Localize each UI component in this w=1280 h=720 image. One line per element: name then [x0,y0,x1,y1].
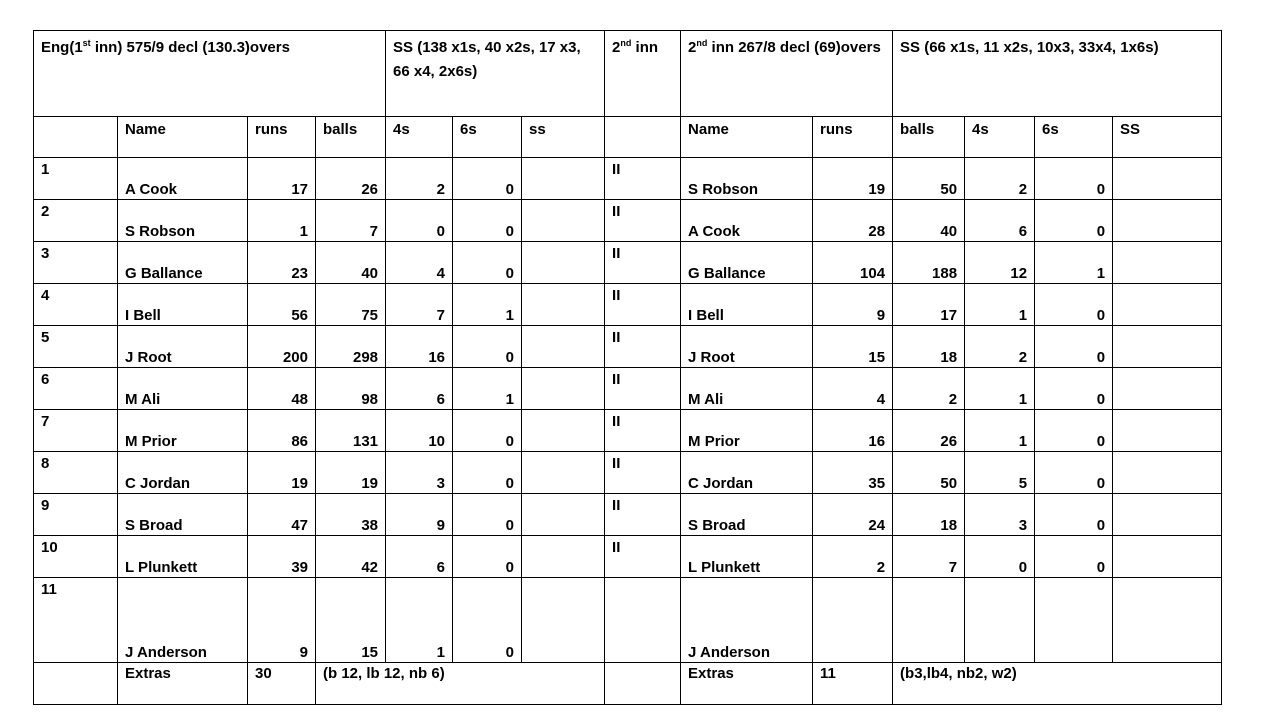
column-header-name-2nd: Name [681,117,813,158]
sixes-cell-2nd: 0 [1035,494,1113,536]
extras-value-2nd: 11 [813,663,893,705]
ss-cell [522,536,605,578]
batter-name-2nd: S Broad [681,494,813,536]
runs-cell-2nd [813,578,893,663]
batter-name: S Robson [118,200,248,242]
fours-cell-2nd: 2 [965,326,1035,368]
batter-name-2nd: J Anderson [681,578,813,663]
column-header-ss-2nd: SS [1113,117,1222,158]
second-innings-marker: II [605,200,681,242]
sixes-cell: 0 [453,410,522,452]
ss-cell [522,368,605,410]
balls-cell: 131 [316,410,386,452]
sixes-cell-2nd: 0 [1035,410,1113,452]
column-header-runs-2nd: runs [813,117,893,158]
runs-cell-2nd: 28 [813,200,893,242]
balls-cell: 42 [316,536,386,578]
fours-cell: 4 [386,242,453,284]
balls-cell: 7 [316,200,386,242]
ss-cell [522,242,605,284]
column-header-balls-2nd: balls [893,117,965,158]
column-header-runs: runs [248,117,316,158]
ss-cell [522,494,605,536]
sixes-cell: 0 [453,536,522,578]
sixes-cell-2nd: 0 [1035,368,1113,410]
table-row [34,410,1222,452]
runs-cell: 23 [248,242,316,284]
sixes-cell: 1 [453,284,522,326]
ss-cell [522,410,605,452]
batter-name: S Broad [118,494,248,536]
table-row [34,536,1222,578]
batter-name-2nd: G Ballance [681,242,813,284]
ss-cell-2nd [1113,536,1222,578]
sixes-cell: 0 [453,158,522,200]
batting-position: 1 [34,158,118,200]
runs-cell: 47 [248,494,316,536]
runs-cell-2nd: 4 [813,368,893,410]
sixes-cell: 0 [453,452,522,494]
first-innings-scoring-shots: SS (138 x1s, 40 x2s, 17 x3, 66 x4, 2x6s) [386,31,605,117]
column-header-name: Name [118,117,248,158]
fours-cell-2nd: 0 [965,536,1035,578]
second-innings-summary: 2nd inn 267/8 decl (69)overs [681,31,893,117]
balls-cell-2nd: 40 [893,200,965,242]
runs-cell-2nd: 35 [813,452,893,494]
second-innings-label: 2nd inn [605,31,681,117]
batter-name-2nd: A Cook [681,200,813,242]
runs-cell-2nd: 16 [813,410,893,452]
fours-cell-2nd: 1 [965,284,1035,326]
fours-cell: 0 [386,200,453,242]
ss-cell [522,578,605,663]
fours-cell-2nd: 1 [965,410,1035,452]
fours-cell: 10 [386,410,453,452]
second-innings-marker: II [605,242,681,284]
fours-cell: 1 [386,578,453,663]
ss-cell-2nd [1113,410,1222,452]
batter-name-2nd: S Robson [681,158,813,200]
balls-cell: 15 [316,578,386,663]
batter-name-2nd: I Bell [681,284,813,326]
ss-cell-2nd [1113,326,1222,368]
column-header-fours: 4s [386,117,453,158]
blank-header-cell [605,117,681,158]
fours-cell-2nd [965,578,1035,663]
extras-detail: (b 12, lb 12, nb 6) [316,663,605,705]
scorecard-table [33,30,1222,705]
sixes-cell-2nd: 0 [1035,536,1113,578]
runs-cell: 9 [248,578,316,663]
first-innings-summary: Eng(1st inn) 575/9 decl (130.3)overs [34,31,386,117]
balls-cell: 26 [316,158,386,200]
second-innings-marker: II [605,158,681,200]
fours-cell: 16 [386,326,453,368]
ss-cell [522,452,605,494]
sixes-cell: 1 [453,368,522,410]
batter-name: M Ali [118,368,248,410]
batting-position: 10 [34,536,118,578]
runs-cell-2nd: 15 [813,326,893,368]
runs-cell: 86 [248,410,316,452]
balls-cell-2nd: 50 [893,452,965,494]
sixes-cell-2nd: 0 [1035,452,1113,494]
second-innings-marker: II [605,284,681,326]
fours-cell: 9 [386,494,453,536]
batter-name-2nd: L Plunkett [681,536,813,578]
blank-cell [34,663,118,705]
column-header-fours-2nd: 4s [965,117,1035,158]
batter-name: J Anderson [118,578,248,663]
fours-cell-2nd: 6 [965,200,1035,242]
blank-cell [605,663,681,705]
second-innings-marker: II [605,368,681,410]
batter-name: C Jordan [118,452,248,494]
batter-name-2nd: J Root [681,326,813,368]
balls-cell-2nd: 7 [893,536,965,578]
fours-cell-2nd: 1 [965,368,1035,410]
balls-cell-2nd: 18 [893,494,965,536]
balls-cell-2nd: 50 [893,158,965,200]
sixes-cell-2nd: 0 [1035,284,1113,326]
balls-cell: 98 [316,368,386,410]
second-innings-marker: II [605,452,681,494]
balls-cell-2nd: 17 [893,284,965,326]
second-innings-marker: II [605,326,681,368]
table-row [34,494,1222,536]
fours-cell: 2 [386,158,453,200]
balls-cell-2nd: 188 [893,242,965,284]
batting-position: 11 [34,578,118,663]
table-row [34,200,1222,242]
ss-cell-2nd [1113,242,1222,284]
sixes-cell-2nd: 0 [1035,326,1113,368]
runs-cell: 17 [248,158,316,200]
blank-header-cell [34,117,118,158]
batting-position: 2 [34,200,118,242]
sixes-cell-2nd: 1 [1035,242,1113,284]
balls-cell-2nd [893,578,965,663]
sixes-cell: 0 [453,326,522,368]
second-innings-scoring-shots: SS (66 x1s, 11 x2s, 10x3, 33x4, 1x6s) [893,31,1222,117]
column-header-sixes-2nd: 6s [1035,117,1113,158]
batting-position: 5 [34,326,118,368]
sixes-cell-2nd [1035,578,1113,663]
ss-cell-2nd [1113,284,1222,326]
runs-cell-2nd: 9 [813,284,893,326]
fours-cell-2nd: 5 [965,452,1035,494]
runs-cell-2nd: 19 [813,158,893,200]
balls-cell-2nd: 2 [893,368,965,410]
sixes-cell: 0 [453,242,522,284]
balls-cell: 298 [316,326,386,368]
balls-cell: 19 [316,452,386,494]
batting-position: 3 [34,242,118,284]
runs-cell: 39 [248,536,316,578]
batter-name: I Bell [118,284,248,326]
ss-cell-2nd [1113,368,1222,410]
ss-cell-2nd [1113,578,1222,663]
fours-cell-2nd: 12 [965,242,1035,284]
fours-cell-2nd: 2 [965,158,1035,200]
runs-cell: 19 [248,452,316,494]
batter-name-2nd: M Ali [681,368,813,410]
ss-cell-2nd [1113,494,1222,536]
batter-name: G Ballance [118,242,248,284]
column-header-sixes: 6s [453,117,522,158]
column-header-ss: ss [522,117,605,158]
sixes-cell: 0 [453,200,522,242]
table-row [34,368,1222,410]
batter-name: L Plunkett [118,536,248,578]
table-row [34,578,1222,663]
balls-cell-2nd: 18 [893,326,965,368]
sixes-cell-2nd: 0 [1035,200,1113,242]
balls-cell: 75 [316,284,386,326]
ss-cell-2nd [1113,158,1222,200]
table-row [34,242,1222,284]
batting-position: 6 [34,368,118,410]
second-innings-marker: II [605,410,681,452]
second-innings-marker [605,578,681,663]
runs-cell: 56 [248,284,316,326]
batter-name: J Root [118,326,248,368]
batter-name: M Prior [118,410,248,452]
runs-cell-2nd: 24 [813,494,893,536]
ss-cell [522,158,605,200]
ss-cell [522,200,605,242]
ss-cell [522,326,605,368]
fours-cell: 6 [386,536,453,578]
second-innings-marker: II [605,494,681,536]
balls-cell: 38 [316,494,386,536]
extras-row [34,663,1222,705]
fours-cell: 6 [386,368,453,410]
batter-name: A Cook [118,158,248,200]
extras-label-2nd: Extras [681,663,813,705]
runs-cell-2nd: 2 [813,536,893,578]
sixes-cell: 0 [453,578,522,663]
column-header-row [34,117,1222,158]
table-row [34,452,1222,494]
runs-cell-2nd: 104 [813,242,893,284]
column-header-balls: balls [316,117,386,158]
table-row [34,326,1222,368]
second-innings-marker: II [605,536,681,578]
batter-name-2nd: M Prior [681,410,813,452]
fours-cell-2nd: 3 [965,494,1035,536]
balls-cell-2nd: 26 [893,410,965,452]
runs-cell: 1 [248,200,316,242]
runs-cell: 200 [248,326,316,368]
table-row [34,284,1222,326]
ss-cell-2nd [1113,452,1222,494]
batting-position: 7 [34,410,118,452]
ss-cell-2nd [1113,200,1222,242]
extras-value: 30 [248,663,316,705]
ss-cell [522,284,605,326]
balls-cell: 40 [316,242,386,284]
batting-position: 9 [34,494,118,536]
sixes-cell-2nd: 0 [1035,158,1113,200]
runs-cell: 48 [248,368,316,410]
extras-label: Extras [118,663,248,705]
innings-header-row [34,31,1222,117]
extras-detail-2nd: (b3,lb4, nb2, w2) [893,663,1222,705]
table-row [34,158,1222,200]
batting-position: 4 [34,284,118,326]
batter-name-2nd: C Jordan [681,452,813,494]
batting-position: 8 [34,452,118,494]
sixes-cell: 0 [453,494,522,536]
fours-cell: 3 [386,452,453,494]
fours-cell: 7 [386,284,453,326]
